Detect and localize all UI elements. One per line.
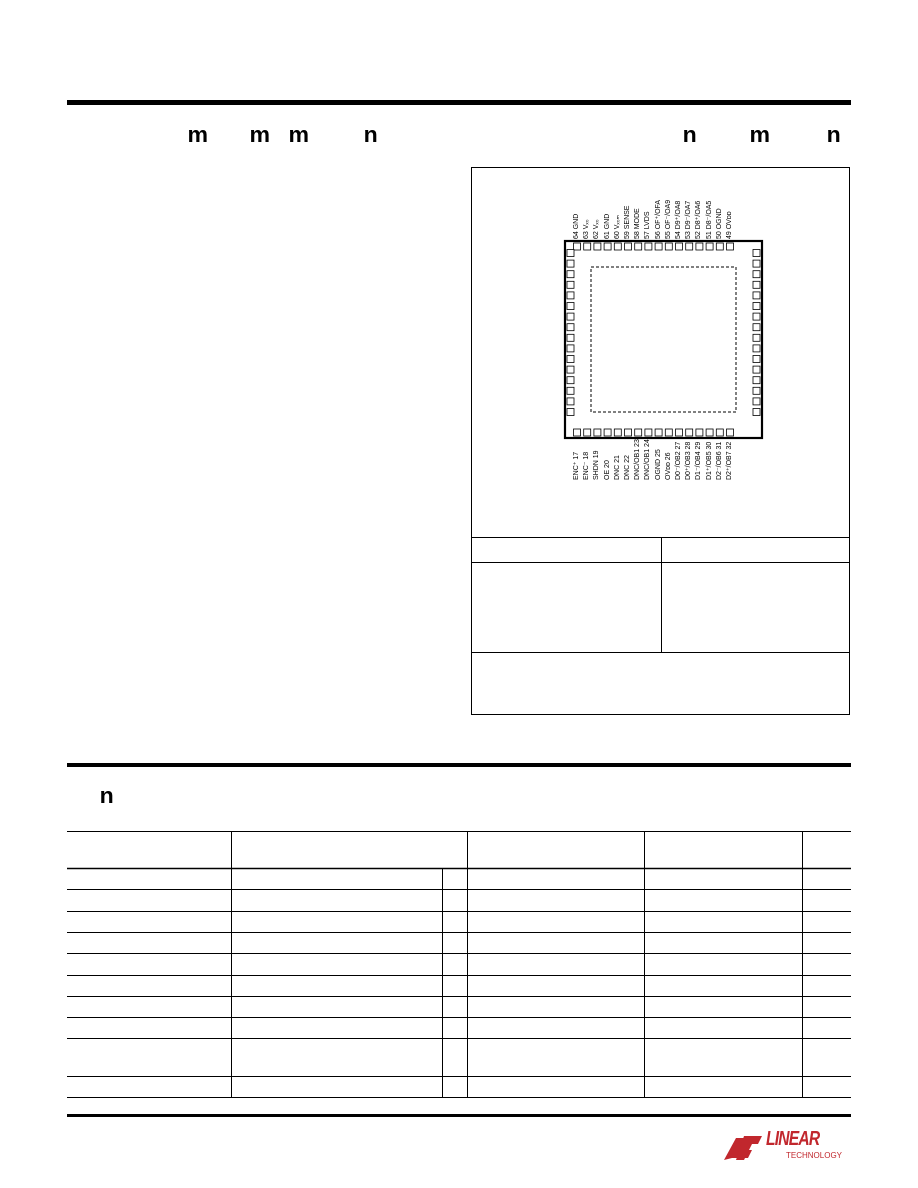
top-pin-pad xyxy=(584,243,591,250)
top-pin-pad xyxy=(665,243,672,250)
left-pin-pad xyxy=(567,398,574,405)
top-pin-label: 50 OGND xyxy=(715,208,723,239)
bottom-pin-label: D0⁻/OB2 27 xyxy=(675,441,682,480)
top-pin-label: 59 SENSE xyxy=(624,205,631,239)
header-glyph-3: m xyxy=(288,122,310,147)
bottom-pin-pad xyxy=(614,429,621,436)
top-pin-pad xyxy=(676,243,683,250)
bottom-pin-label: OE 20 xyxy=(603,460,611,480)
left-pin-pad xyxy=(567,366,574,373)
top-pin-pad xyxy=(716,243,723,250)
bottom-pin-pad xyxy=(604,429,611,436)
bottom-pin-label: D2⁻/OB6 31 xyxy=(715,441,723,480)
left-pin-pad xyxy=(567,303,574,310)
header-glyph-6: m xyxy=(749,122,771,147)
top-pin-label: 55 OF⁻/OA9 xyxy=(664,199,672,239)
bottom-pin-pad xyxy=(635,429,642,436)
bottom-pin-label: OGND 25 xyxy=(654,449,662,480)
right-pin-pad xyxy=(753,366,760,373)
bottom-pin-label: ENC⁻ 18 xyxy=(583,451,591,480)
right-pin-pad xyxy=(753,334,760,341)
bottom-pin-pad xyxy=(686,429,693,436)
top-pin-label: 58 MODE xyxy=(634,208,642,239)
bottom-pin-pad xyxy=(716,429,723,436)
bottom-pin-pad xyxy=(594,429,601,436)
exposed-pad-outline xyxy=(591,267,736,412)
main-table xyxy=(0,820,918,1120)
left-pin-pad xyxy=(567,292,574,299)
left-pin-pad xyxy=(567,281,574,288)
top-pin-pad xyxy=(686,243,693,250)
top-pin-label: 56 OF⁺/OFA xyxy=(654,199,662,239)
left-pin-pad xyxy=(567,313,574,320)
bottom-pin-label: DNC 21 xyxy=(613,455,621,480)
left-pin-pad xyxy=(567,387,574,394)
bottom-pin-pad xyxy=(584,429,591,436)
bottom-pin-label: OVᴅᴅ 26 xyxy=(664,452,672,480)
top-pin-label: 49 OVᴅᴅ xyxy=(726,211,733,239)
package-outline xyxy=(565,241,762,438)
top-rule xyxy=(67,100,851,105)
top-pin-pad xyxy=(574,243,581,250)
logo-wordmark: LINEAR xyxy=(766,1128,820,1150)
header-glyph-5: n xyxy=(682,122,697,147)
bottom-pin-pad xyxy=(655,429,662,436)
top-pin-pad xyxy=(706,243,713,250)
right-pin-pad xyxy=(753,250,760,257)
right-pin-pad xyxy=(753,292,760,299)
right-pin-pad xyxy=(753,303,760,310)
header-glyph-1: m xyxy=(187,122,209,147)
right-pin-pad xyxy=(753,271,760,278)
top-pin-pad xyxy=(614,243,621,250)
bottom-pin-label: DNC 22 xyxy=(624,455,631,480)
top-pin-label: 53 D9⁻/OA7 xyxy=(685,200,693,239)
top-pin-pad xyxy=(727,243,734,250)
header-glyph-2: m xyxy=(249,122,271,147)
left-pin-pad xyxy=(567,324,574,331)
top-pin-pad xyxy=(604,243,611,250)
right-pin-pad xyxy=(753,260,760,267)
left-pin-pad xyxy=(567,409,574,416)
top-pin-label: 62 Vₓ₀ xyxy=(593,219,601,239)
bottom-pin-label: SHDN 19 xyxy=(593,450,601,480)
bottom-pin-pad xyxy=(665,429,672,436)
pin-table-divider xyxy=(661,537,662,653)
header-glyph-4: n xyxy=(363,122,378,147)
bottom-pin-label: D0⁺/OB3 28 xyxy=(685,441,693,480)
right-pin-pad xyxy=(753,324,760,331)
pin-configuration-box xyxy=(471,167,850,715)
top-pin-pad xyxy=(645,243,652,250)
top-pin-pad xyxy=(594,243,601,250)
bottom-pin-label: DNC/OB1 23 xyxy=(634,439,642,480)
left-pin-pad xyxy=(567,250,574,257)
top-pin-pad xyxy=(696,243,703,250)
bottom-pin-pad xyxy=(696,429,703,436)
bottom-pin-pad xyxy=(706,429,713,436)
bottom-rule xyxy=(67,1114,851,1117)
right-pin-pad xyxy=(753,345,760,352)
top-pin-label: 52 D8⁺/OA6 xyxy=(695,200,703,239)
top-pin-label: 61 GND xyxy=(603,213,611,239)
bottom-pin-pad xyxy=(645,429,652,436)
left-pin-pad xyxy=(567,260,574,267)
top-pin-label: 51 D8⁻/OA5 xyxy=(705,200,713,239)
header-glyph-7: n xyxy=(826,122,841,147)
top-pin-pad xyxy=(625,243,632,250)
bottom-pin-label: D1⁻/OB4 29 xyxy=(695,441,703,480)
bottom-pin-pad xyxy=(574,429,581,436)
right-pin-pad xyxy=(753,398,760,405)
right-pin-pad xyxy=(753,409,760,416)
top-pin-label: 54 D9⁺/OA8 xyxy=(675,200,682,239)
left-pin-pad xyxy=(567,377,574,384)
right-pin-pad xyxy=(753,387,760,394)
bottom-pin-pad xyxy=(676,429,683,436)
right-pin-pad xyxy=(753,313,760,320)
bottom-pin-pad xyxy=(727,429,734,436)
top-pin-label: 64 GND xyxy=(573,213,580,239)
bottom-pin-label: DNC/OB1 24 xyxy=(644,439,652,480)
left-pin-pad xyxy=(567,334,574,341)
section-glyph: n xyxy=(99,783,114,808)
logo-subtitle: TECHNOLOGY xyxy=(786,1151,843,1160)
bottom-pin-pad xyxy=(625,429,632,436)
top-pin-label: 60 Vₓ₀ₘ xyxy=(613,215,621,239)
bottom-pin-label: D2⁺/OB7 32 xyxy=(726,441,733,480)
left-pin-pad xyxy=(567,345,574,352)
top-pin-label: 63 Vₓ₀ xyxy=(583,219,591,239)
left-pin-pad xyxy=(567,356,574,363)
right-pin-pad xyxy=(753,356,760,363)
section-rule xyxy=(67,763,851,767)
left-pin-pad xyxy=(567,271,574,278)
bottom-pin-label: D1⁺/OB5 30 xyxy=(705,441,713,480)
right-pin-pad xyxy=(753,281,760,288)
bottom-pin-label: ENC⁺ 17 xyxy=(573,451,580,480)
right-pin-pad xyxy=(753,377,760,384)
top-pin-pad xyxy=(635,243,642,250)
top-pin-label: 57 LVDS xyxy=(644,211,652,239)
top-pin-pad xyxy=(655,243,662,250)
